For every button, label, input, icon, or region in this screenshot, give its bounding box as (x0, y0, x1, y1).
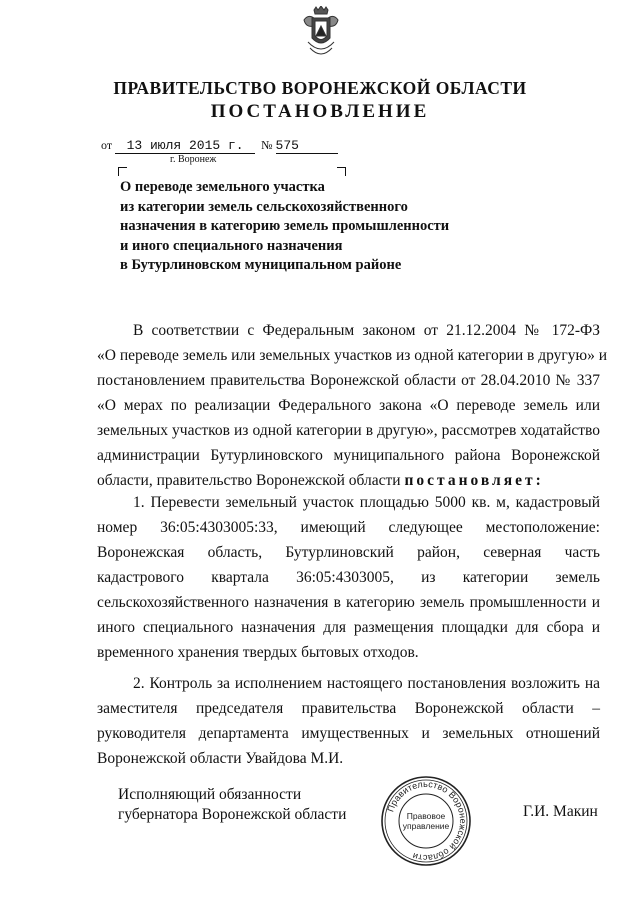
signatory-position (118, 785, 346, 825)
position-line: Исполняющий обязанности (118, 786, 302, 803)
text-line: руководителя департамента имущественных и земельных отношений (97, 725, 600, 742)
text-line: В соответствии с Федеральным законом от 21.12.2004 № 172-ФЗ (133, 322, 600, 339)
subject-line: из категории земель сельскохозяйственного (120, 198, 408, 215)
date-prefix: от (101, 138, 113, 152)
official-stamp (380, 775, 472, 867)
item-1-paragraph (97, 490, 600, 665)
subject-line: назначения в категорию земель промышленности (120, 218, 450, 234)
item-2-paragraph (97, 671, 600, 771)
resolves-word: постановляет: (404, 472, 544, 489)
text-line: временного хранения твердых бытовых отходов. (97, 644, 419, 661)
stamp-inner-line: Правовое (406, 811, 446, 821)
position-line: губернатора Воронежской области (118, 806, 347, 823)
text-line: кадастрового квартала 36:05:4303005, из категории земель (97, 569, 600, 586)
text-line: 2. Контроль за исполнением настоящего постановления возложить на (133, 675, 600, 692)
government-title: ПРАВИТЕЛЬСТВО ВОРОНЕЖСКОЙ ОБЛАСТИ (113, 78, 527, 98)
text-line: «О переводе земель или земельных участков из одной категории в другую» и (97, 347, 607, 364)
date-line (101, 138, 338, 154)
stamp-outer-text: Правительство Воронежской области (385, 778, 469, 864)
text-line: земельных участков из одной категории в другую», рассмотрев ходатайство (97, 422, 600, 439)
bracket-corner-left (118, 167, 127, 176)
text-line: Воронежской области Увайдова М.И. (97, 750, 344, 767)
text-line: сельскохозяйственного назначения в категорию земель промышленности и (97, 594, 600, 611)
subject-line: О переводе земельного участка (120, 179, 325, 195)
coat-of-arms-icon (300, 6, 342, 62)
city: г. Воронеж (170, 154, 217, 165)
document-subject (120, 178, 449, 276)
bracket-corner-right (337, 167, 346, 176)
document-type: ПОСТАНОВЛЕНИЕ (210, 101, 430, 122)
text-line: области, правительство Воронежской области (97, 472, 401, 489)
document-date: 13 июля 2015 г. (126, 138, 244, 153)
text-line: 1. Перевести земельный участок площадью 5000 кв. м, кадастровый (133, 494, 600, 511)
subject-line: в Бутурлиновском муниципальном районе (120, 257, 402, 273)
text-line: иного специального назначения для размещения площадки для сбора и (97, 619, 600, 636)
text-line: «О мерах по реализации Федерального закона «О переводе земель или (97, 397, 600, 414)
text-line: заместителя председателя правительства Воронежской области – (97, 700, 600, 717)
number-prefix: № (261, 138, 273, 152)
preamble-paragraph (97, 318, 607, 493)
text-line: номер 36:05:4303005:33, имеющий следующее местоположение: (97, 519, 600, 536)
stamp-inner-line: управление (402, 821, 450, 831)
text-line: постановлением правительства Воронежской области от 28.04.2010 № 337 (97, 372, 600, 389)
subject-line: и иного специального назначения (120, 237, 343, 254)
text-line: Воронежская область, Бутурлиновский район, северная часть (97, 544, 600, 561)
signatory-name: Г.И. Макин (523, 803, 598, 820)
document-number: 575 (275, 138, 299, 153)
text-line: администрации Бутурлиновского муниципального района Воронежской (97, 447, 600, 464)
